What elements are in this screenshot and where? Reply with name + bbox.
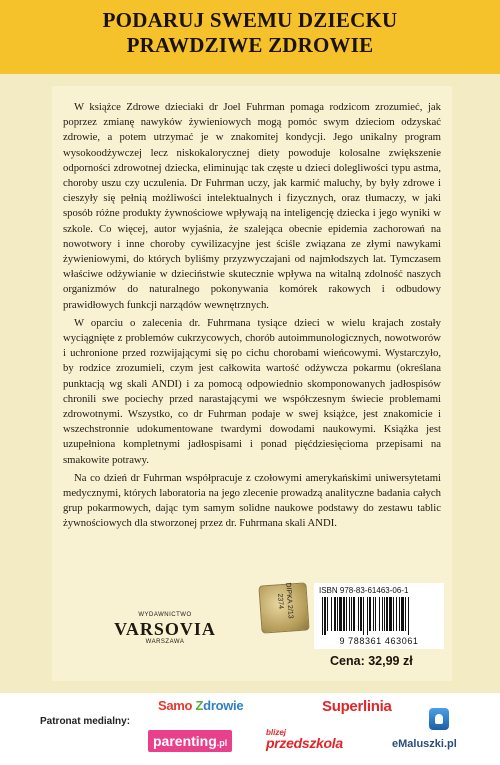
price: Cena: 32,99 zł	[330, 654, 413, 668]
publisher-city: WARSZAWA	[145, 639, 185, 645]
description	[63, 100, 441, 532]
hologram-sticker	[258, 582, 309, 633]
przedszkola-logo-main: przedszkola	[266, 735, 343, 751]
samo-zdrowie-part-1: Samo	[158, 698, 196, 713]
isbn-barcode-block	[314, 583, 444, 649]
baby-icon	[429, 708, 449, 730]
samo-zdrowie-part-3: drowie	[203, 698, 244, 713]
description-paragraph-2: W oparciu o zalecenia dr. Fuhrmana tysiące dzieci w wielu krajach zostały wyciągnięte z problemów cukrzycowych, chorób autoimmunologicznych, nowotworów i uchronione przed rozwijającymi się po cichu chorobami wieńcowymi. Wystarczyło, by rodzice zrozumieli, czym jest całkowita wartość odżywcza pokarmu (określana punktacją wg skali ANDI) i za pomocą odpowiednio skomponowanych jadłospisów chronili swe pociechy przed narastającymi we współczesnym świecie problemami zdrowotnymi. Wszystko, co dr Fuhrman podaje w swej książce, jest znakomicie i wszechstronnie udokumentowane twardymi dowodami naukowymi. Książka jest uzupełniona kompletnymi jadłospisami i ponad pięćdziesięcioma przepisami na smakowite potrawy.	[63, 316, 441, 466]
samo-zdrowie-part-2: Z	[195, 698, 204, 713]
description-paragraph-3: Na co dzień dr Fuhrman współpracuje z czołowymi amerykańskimi uniwersytetami medycznymi, których laboratoria na jego zlecenie prowadzą analityczne badania całych grup pokarmowych, dając tym samym solidne naukowe podstawy do zestawu tablic żywnościowych dla stworzonej przez dr. Fuhrmana skali ANDI.	[63, 471, 441, 530]
sticker-text: DIPKA 2/13 2374	[275, 582, 294, 619]
samo-zdrowie-logo	[158, 698, 243, 713]
publisher-label: WYDAWNICTWO	[138, 612, 192, 618]
media-patronage-strip	[0, 693, 500, 765]
title-line-1: PODARUJ SWEMU DZIECKU	[102, 8, 398, 32]
patronage-label: Patronat medialny:	[40, 716, 131, 727]
przedszkola-logo-top: blizej	[266, 728, 287, 737]
publisher-logo	[100, 612, 230, 645]
parenting-logo-text: parenting	[153, 733, 217, 749]
title-banner	[0, 0, 500, 74]
emaluszki-logo: eMaluszki.pl	[392, 738, 457, 750]
superlinia-logo: Superlinia	[322, 698, 392, 715]
blizej-przedszkola-logo	[266, 727, 343, 749]
isbn-label: ISBN 978-83-61463-06-1	[319, 586, 409, 595]
publisher-name: VARSOVIA	[114, 619, 216, 639]
parenting-logo	[148, 730, 232, 752]
barcode-image	[320, 597, 438, 635]
parenting-logo-suffix: .pl	[216, 738, 228, 748]
title-line-2: PRAWDZIWE ZDROWIE	[126, 33, 374, 57]
barcode-digits: 9 788361 463061	[339, 636, 419, 646]
description-paragraph-1: W książce Zdrowe dzieciaki dr Joel Fuhrman pomaga rodzicom zrozumieć, jak poprzez zmianę nawyków żywieniowych mogą pomóc swym dzieciom odzyskać zdrowie, a potem utrzymać je w znakomitej kondycji. Jego unikalny program wysokoodżywczej lecz niskokalorycznej diety powoduje kolosalne zwiększenie odporności zdrowotnej dziecka, eliminując tak częste u dzieci dolegliwości typu astma, choroby uszu czy uczulenia. Dr Fuhrman uczy, jak karmić maluchy, by były zdrowe i cieszyły się pełnią możliwości intelektualnych i fizycznych, oraz tłumaczy, w jaki sposób różne produkty żywnościowe wpływają na inteligencję dziecka i jego wyniki w szkole. Co więcej, autor wyjaśnia, że szalejąca obecnie epidemia zachorowań na nowotwory i inne choroby cywilizacyjne jest ściśle związana ze złymi nawykami żywieniowymi, do których byliśmy przyzwyczajani od najmłodszych lat. Tymczasem właściwe odżywianie w dzieciństwie skutecznie wpływa na witalną zdolność naszych organizmów do naturalnego pokonywania komórek rakowych i odbudowy prawidłowych funkcji narządów wewnętrznych.	[63, 101, 441, 311]
